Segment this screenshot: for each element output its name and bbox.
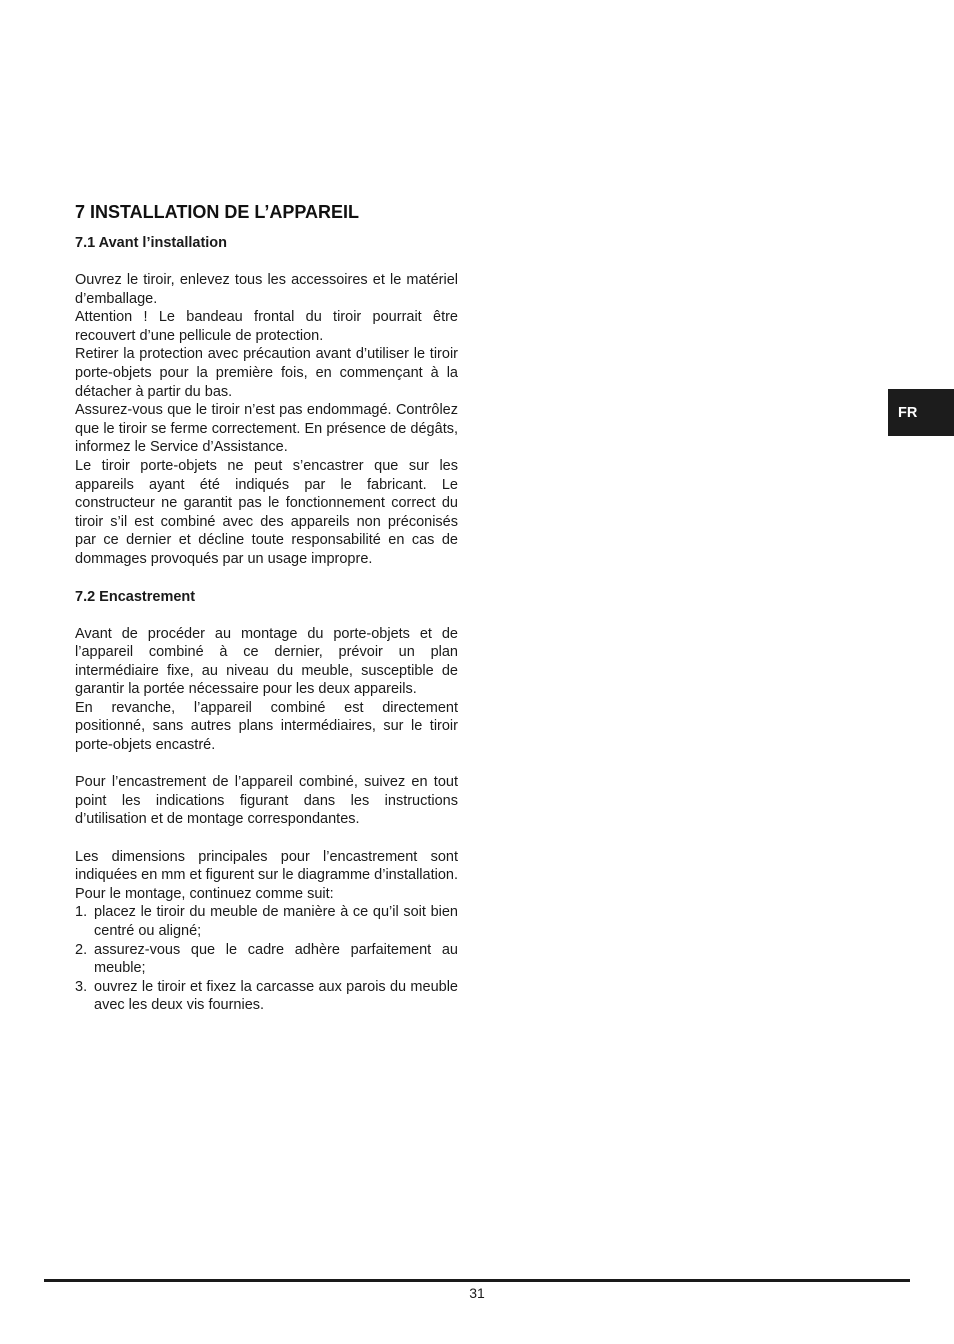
paragraph: Pour l’encastrement de l’appareil combiné, suivez en tout point les indications figurant dans les instructions d’utilisation et de montage correspondantes.	[75, 774, 458, 828]
list-item-text: assurez-vous que le cadre adhère parfaitement au meuble;	[94, 941, 458, 977]
subsection-heading-built-in: 7.2 Encastrement	[75, 588, 196, 605]
list-item-text: ouvrez le tiroir et fixez la carcasse aux parois du meuble avec les deux vis fournies.	[94, 978, 458, 1014]
paragraph-spacer	[75, 755, 458, 774]
page-number: 31	[469, 1285, 485, 1301]
language-tab-label: FR	[898, 404, 918, 421]
paragraph: Assurez-vous que le tiroir n’est pas endommagé. Contrôlez que le tiroir se ferme correctement. En présence de dégâts, informez le Service d’Assistance.	[75, 402, 458, 456]
paragraph: Retirer la protection avec précaution avant d’utiliser le tiroir porte-objets pour la première fois, en commençant à la détacher à partir du bas.	[75, 346, 458, 400]
paragraph: Ouvrez le tiroir, enlevez tous les accessoires et le matériel d’emballage.	[75, 272, 458, 307]
subsection-heading-before-installation: 7.1 Avant l’installation	[75, 235, 228, 251]
language-tab	[888, 389, 954, 436]
paragraph: En revanche, l’appareil combiné est directement positionné, sans autres plans intermédiaires, sur le tiroir porte-objets encastré.	[75, 699, 458, 754]
installation-steps-list	[75, 903, 458, 1015]
section-heading: 7 INSTALLATION DE L’APPAREIL	[75, 202, 360, 222]
paragraph: Attention ! Le bandeau frontal du tiroir pourrait être recouvert d’une pellicule de protection.	[75, 309, 458, 344]
list-item	[75, 903, 458, 940]
paragraph: Le tiroir porte-objets ne peut s’encastrer que sur les appareils ayant été indiqués par le fabricant. Le constructeur ne garantit pas le fonctionnement correct du tiroir s’il est combiné avec des appareils non préconisés par ce dernier et décline toute responsabilité en cas de dommages provoqués par un usage impropre.	[75, 457, 458, 567]
list-item-number: 3.	[75, 978, 88, 995]
paragraph: Les dimensions principales pour l’encastrement sont indiquées en mm et figurent sur le diagramme d’installation. Pour le montage, continuez comme suit:	[75, 848, 458, 902]
footer-divider	[44, 1279, 910, 1282]
list-item	[75, 978, 458, 1015]
list-item-number: 1.	[75, 904, 88, 921]
list-item	[75, 941, 458, 978]
paragraph-spacer	[75, 829, 458, 848]
list-item-number: 2.	[75, 941, 88, 958]
list-item-text: placez le tiroir du meuble de manière à ce qu’il soit bien centré ou aligné;	[94, 904, 458, 939]
paragraph: Avant de procéder au montage du porte-objets et de l’appareil combiné à ce dernier, prévoir un plan intermédiaire fixe, au niveau du meuble, susceptible de garantir la portée nécessaire pour les deux appareils.	[75, 625, 458, 698]
document-body	[75, 200, 458, 1015]
